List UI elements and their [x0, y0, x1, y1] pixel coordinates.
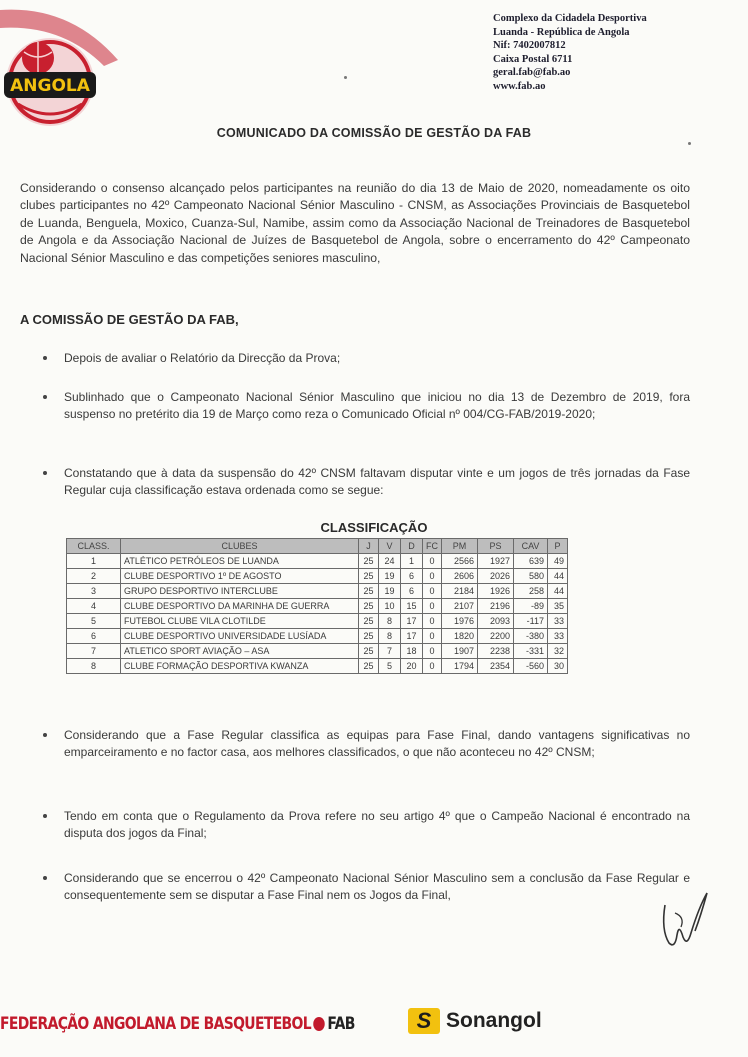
cell-pm: 2566	[442, 554, 478, 569]
cell-j: 25	[359, 584, 379, 599]
header-class: CLASS.	[67, 539, 121, 554]
cell-v: 8	[379, 614, 401, 629]
cell-fc: 0	[423, 629, 442, 644]
contact-email[interactable]: geral.fab@fab.ao	[493, 67, 571, 78]
bullet-item	[48, 465, 690, 500]
cell-fc: 0	[423, 614, 442, 629]
cell-v: 8	[379, 629, 401, 644]
cell-club: ATLETICO SPORT AVIAÇÃO – ASA	[121, 644, 359, 659]
bullet-dot-icon	[43, 471, 47, 475]
cell-pm: 1976	[442, 614, 478, 629]
table-row	[67, 599, 568, 614]
table-row	[67, 614, 568, 629]
bullet-text: Sublinhado que o Campeonato Nacional Sénior Masculino que iniciou no dia 13 de Dezembro de 2019, fora suspenso no pretérito dia 19 de Março como reza o Comunicado Oficial nº 004/CG-FAB/2019-2020;	[64, 390, 690, 422]
scan-speck	[344, 76, 347, 79]
cell-v: 19	[379, 569, 401, 584]
header-clubes: CLUBES	[121, 539, 359, 554]
cell-club: GRUPO DESPORTIVO INTERCLUBE	[121, 584, 359, 599]
cell-d: 18	[401, 644, 423, 659]
sponsor-name: Sonangol	[446, 1009, 542, 1032]
cell-class: 8	[67, 659, 121, 674]
bullet-text: Depois de avaliar o Relatório da Direcção da Prova;	[64, 351, 341, 365]
cell-fc: 0	[423, 584, 442, 599]
cell-class: 3	[67, 584, 121, 599]
cell-ps: 2093	[478, 614, 514, 629]
table-row	[67, 554, 568, 569]
bullet-text: Constatando que à data da suspensão do 42º CNSM faltavam disputar vinte e um jogos de três jornadas da Fase Regular cuja classificação estava ordenada como se segue:	[64, 466, 690, 498]
cell-j: 25	[359, 659, 379, 674]
bullet-item	[48, 808, 690, 843]
cell-d: 17	[401, 629, 423, 644]
sonangol-mark-icon: S	[408, 1008, 440, 1034]
classification-title: CLASSIFICAÇÃO	[320, 520, 428, 535]
cell-j: 25	[359, 644, 379, 659]
cell-p: 44	[548, 584, 568, 599]
cell-d: 20	[401, 659, 423, 674]
cell-ps: 2196	[478, 599, 514, 614]
bullet-item	[48, 389, 690, 424]
federation-name: FEDERAÇÃO ANGOLANA DE BASQUETEBOL	[0, 1014, 311, 1034]
svg-text:ANGOLA: ANGOLA	[10, 76, 90, 96]
bullet-text: Considerando que se encerrou o 42º Campeonato Nacional Sénior Masculino sem a conclusão da Fase Regular e consequentemente sem se disputar a Fase Final nem os Jogos da Final,	[64, 871, 690, 903]
bullet-dot-icon	[43, 733, 47, 737]
cell-v: 19	[379, 584, 401, 599]
header-v: V	[379, 539, 401, 554]
bullet-text: Tendo em conta que o Regulamento da Prova refere no seu artigo 4º que o Campeão Nacional é encontrado na disputa dos jogos da Final;	[64, 809, 690, 841]
contact-nif: Nif: 7402007812	[493, 40, 566, 51]
header-j: J	[359, 539, 379, 554]
cell-class: 7	[67, 644, 121, 659]
cell-p: 32	[548, 644, 568, 659]
cell-cav: -89	[514, 599, 548, 614]
sponsor-logo	[408, 1008, 542, 1034]
cell-j: 25	[359, 629, 379, 644]
cell-v: 10	[379, 599, 401, 614]
bullet-item	[48, 727, 690, 762]
header-pm: PM	[442, 539, 478, 554]
scan-speck	[688, 142, 691, 145]
bullet-item	[48, 870, 690, 905]
contact-website[interactable]: www.fab.ao	[493, 80, 546, 92]
cell-j: 25	[359, 599, 379, 614]
bullet-dot-icon	[43, 876, 47, 880]
cell-club: CLUBE DESPORTIVO 1º DE AGOSTO	[121, 569, 359, 584]
cell-p: 44	[548, 569, 568, 584]
cell-club: CLUBE FORMAÇÃO DESPORTIVA KWANZA	[121, 659, 359, 674]
cell-pm: 1820	[442, 629, 478, 644]
contact-address: Complexo da Cidadela Desportiva	[493, 13, 647, 24]
cell-d: 17	[401, 614, 423, 629]
classification-table	[66, 538, 568, 674]
cell-fc: 0	[423, 599, 442, 614]
cell-club: CLUBE DESPORTIVO UNIVERSIDADE LUSÍADA	[121, 629, 359, 644]
cell-v: 5	[379, 659, 401, 674]
bullet-item	[48, 350, 690, 367]
cell-class: 6	[67, 629, 121, 644]
cell-club: CLUBE DESPORTIVO DA MARINHA DE GUERRA	[121, 599, 359, 614]
cell-pm: 1907	[442, 644, 478, 659]
table-row	[67, 629, 568, 644]
cell-v: 7	[379, 644, 401, 659]
fab-logo	[0, 0, 130, 140]
document-title: COMUNICADO DA COMISSÃO DE GESTÃO DA FAB	[216, 126, 532, 140]
cell-cav: -380	[514, 629, 548, 644]
cell-d: 15	[401, 599, 423, 614]
cell-ps: 2354	[478, 659, 514, 674]
cell-cav: 580	[514, 569, 548, 584]
cell-p: 49	[548, 554, 568, 569]
table-row	[67, 569, 568, 584]
header-cav: CAV	[514, 539, 548, 554]
table-row	[67, 659, 568, 674]
cell-pm: 1794	[442, 659, 478, 674]
cell-ps: 2026	[478, 569, 514, 584]
cell-j: 25	[359, 614, 379, 629]
cell-ps: 2238	[478, 644, 514, 659]
intro-paragraph: Considerando o consenso alcançado pelos participantes na reunião do dia 13 de Maio de 2020, nomeadamente os oito clubes participantes no 42º Campeonato Nacional Sénior Masculino - CNSM, as Associações Provinciais de Basquetebol de Luanda, Benguela, Moxico, Cuanza-Sul, Namibe, assim como da Associação Nacional de Treinadores de Basquetebol de Angola e da Associação Nacional de Juízes de Basquetebol de Angola, sobre o encerramento do 42º Campeonato Nacional Sénior Masculino e das competições seniores masculino,	[20, 181, 690, 265]
cell-club: FUTEBOL CLUBE VILA CLOTILDE	[121, 614, 359, 629]
cell-p: 30	[548, 659, 568, 674]
cell-j: 25	[359, 569, 379, 584]
cell-d: 6	[401, 584, 423, 599]
cell-cav: -117	[514, 614, 548, 629]
cell-fc: 0	[423, 659, 442, 674]
commission-heading: A COMISSÃO DE GESTÃO DA FAB,	[20, 312, 239, 327]
cell-p: 33	[548, 629, 568, 644]
basketball-icon	[313, 1017, 324, 1031]
cell-fc: 0	[423, 554, 442, 569]
bullet-dot-icon	[43, 395, 47, 399]
cell-pm: 2107	[442, 599, 478, 614]
bullet-dot-icon	[43, 814, 47, 818]
table-body	[67, 554, 568, 674]
table-header-row	[67, 539, 568, 554]
header-ps: PS	[478, 539, 514, 554]
cell-p: 33	[548, 614, 568, 629]
cell-d: 1	[401, 554, 423, 569]
footer-federation-logo	[0, 1014, 355, 1034]
cell-ps: 1926	[478, 584, 514, 599]
cell-d: 6	[401, 569, 423, 584]
cell-cav: 639	[514, 554, 548, 569]
header-d: D	[401, 539, 423, 554]
cell-fc: 0	[423, 569, 442, 584]
cell-j: 25	[359, 554, 379, 569]
cell-p: 35	[548, 599, 568, 614]
cell-cav: -331	[514, 644, 548, 659]
cell-pm: 2184	[442, 584, 478, 599]
cell-ps: 2200	[478, 629, 514, 644]
contact-block	[493, 12, 647, 93]
federation-short: FAB	[327, 1014, 355, 1034]
bullet-dot-icon	[43, 356, 47, 360]
cell-club: ATLÉTICO PETRÓLEOS DE LUANDA	[121, 554, 359, 569]
cell-class: 4	[67, 599, 121, 614]
cell-fc: 0	[423, 644, 442, 659]
contact-city: Luanda - República de Angola	[493, 26, 630, 38]
cell-ps: 1927	[478, 554, 514, 569]
bullet-text: Considerando que a Fase Regular classifica as equipas para Fase Final, dando vantagens significativas no emparceiramento e no factor casa, aos melhores classificados, o que não aconteceu no 42º CNSM;	[64, 728, 690, 760]
table-row	[67, 644, 568, 659]
cell-class: 1	[67, 554, 121, 569]
contact-postal: Caixa Postal 6711	[493, 53, 573, 65]
header-p: P	[548, 539, 568, 554]
table-row	[67, 584, 568, 599]
header-fc: FC	[423, 539, 442, 554]
handwritten-signature	[655, 885, 715, 955]
cell-class: 2	[67, 569, 121, 584]
cell-class: 5	[67, 614, 121, 629]
cell-cav: 258	[514, 584, 548, 599]
cell-v: 24	[379, 554, 401, 569]
cell-cav: -560	[514, 659, 548, 674]
cell-pm: 2606	[442, 569, 478, 584]
